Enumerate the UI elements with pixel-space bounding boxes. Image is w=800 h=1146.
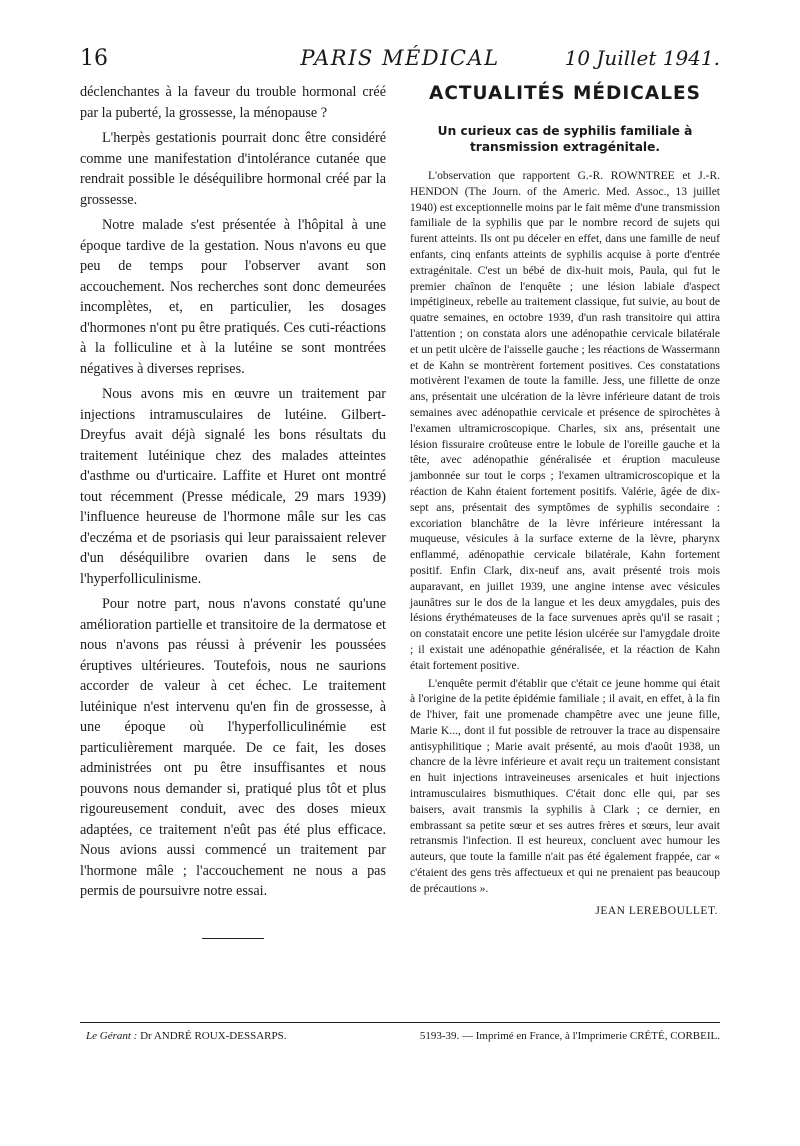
footer-rule	[80, 1022, 720, 1023]
article-title: Un curieux cas de syphilis familiale à transmission extragénitale.	[437, 124, 693, 154]
right-column	[410, 82, 720, 1032]
left-paragraph-4: Nous avons mis en œuvre un traitement par injections intramusculaires de lutéine. Gilbert-Dreyfus avait déjà signalé les bons résultats du traitement lutéinique chez des malades atteintes d'asthme ou d'urticaire. Laffite et Huret ont montré tout récemment (Presse médicale, 29 mars 1939) l'influence heureuse de l'hormone mâle sur les cas d'eczéma et de psoriasis qui leur paraissaient relever d'un déséquilibre ovarien dans le sens de l'hyperfolliculinisme.	[80, 386, 386, 587]
footer-gerant	[86, 1030, 286, 1042]
footer-printer: 5193-39. — Imprimé en France, à l'Imprimerie CRÉTÉ, CORBEIL.	[419, 1030, 720, 1042]
gerant-label: Le Gérant :	[86, 1030, 138, 1042]
issue-date: 10 Juillet 1941.	[564, 46, 720, 70]
left-paragraph-2: L'herpès gestationis pourrait donc être considéré comme une manifestation d'intolérance cutanée que rendrait possible le déséquilibre hormonal créé par la grossesse.	[80, 130, 386, 208]
journal-title: PARIS MÉDICAL	[300, 46, 500, 70]
article-paragraph-2: L'enquête permit d'établir que c'était ce jeune homme qui était à l'origine de la petite épidémie familiale ; il avait, en effet, à la fin de l'hiver, fait une promenade champêtre avec une jeune fille, Marie K..., dont il fut possible de retrouver la trace au dispensaire antisyphilitique ; Marie avait présenté, au mois d'août 1938, un chancre de la lèvre inférieure et avait reçu un traitement consistant en huit injections intraveineuses arsenicales et huit injections intramusculaires bismuthiques. C'était donc elle qui, par ses baisers, avait transmis la syphilis à Clark ; ce dernier, en embrassant sa petite sœur et ses autres frères et sœurs, leur avait retransmis l'infection. Il est heureux, concluent avec humour les auteurs, que toute la famille n'ait pas été également frappée, car « c'étaient des gens très affectueux et qui ne prenaient pas beaucoup de précautions ».	[410, 677, 720, 895]
page-number: 16	[80, 46, 108, 71]
gerant-name: Dr ANDRÉ ROUX-DESSARPS.	[140, 1030, 287, 1042]
left-paragraph-5: Pour notre part, nous n'avons constaté qu'une amélioration partielle et transitoire de la dermatose et nous n'avons pas réussi à prévenir les poussées éruptives ultérieures. Toutefois, nous ne saurions accorder de valeur à cet échec. Le traitement lutéinique n'est intervenu qu'en fin de grossesse, à une époque où l'hyperfolliculinémie est particulièrement marquée. De ce fait, les doses administrées ont pu être insuffisantes et nous pouvons nous demander si, pratiqué plus tôt et plus rigoureusement conduit, avec des doses mieux adaptées, ce traitement n'eût pas été plus efficace. Nous avions aussi commencé un traitement par l'hormone mâle ; l'accouchement ne nous a pas permis de poursuivre notre essai.	[80, 596, 386, 899]
left-paragraph-1: déclenchantes à la faveur du trouble hormonal créé par la puberté, la grossesse, la ménopause ?	[80, 84, 386, 121]
running-header	[80, 46, 720, 86]
section-heading: ACTUALITÉS MÉDICALES	[429, 83, 701, 104]
article-paragraph-1: L'observation que rapportent G.-R. ROWNTREE et J.-R. HENDON (The Journ. of the Americ. Med. Assoc., 13 juillet 1940) est exceptionnelle moins par le fait même d'une transmission familiale de la syphilis que par le nombre record de sujets qui furent atteints. Ils ont pu déceler en effet, dans une famille de neuf enfants, cinq enfants atteints de syphilis acquise à porte d'entrée extragénitale. C'est un bébé de dix-huit mois, Paula, qui fut le premier chaînon de l'enquête ; une lésion labiale d'aspect impétigineux, rebelle au traitement classique, fut suivie, au bout de quatre semaines, en octobre 1939, d'un rash transitoire qui attira l'attention ; on constata alors une adénopathie cervicale bilatérale et un petit ulcère de l'aisselle gauche ; les réactions de Wassermann et de Kahn se montrèrent fortement positives. Ces constatations motivèrent l'examen de toute la famille. Jess, une fillette de onze ans, présentait une ulcération de la lèvre inférieure datant de trois semaines avec adénopathie cervicale et présence de spirochètes à l'examen ultramicroscopique. Charles, six ans, présentait une lésion fissuraire croûteuse entre le lobule de l'oreille gauche et la tête, avec adénopathie généralisée et éruption maculeuse jambonnée sur tout le corps ; l'examen ultramicroscopique et la réaction de Kahn étaient fortement positifs. Valérie, âgée de dix-sept ans, présentait des symptômes de syphilis secondaire : excoriation blanchâtre de la lèvre inférieure intéressant la muqueuse, vésicules à la surface externe de la lèvre, pharynx enflammé, adénopathie cervicale bilatérale, Kahn fortement positif. Enfin Clark, dix-neuf ans, avait présenté trois mois auparavant, en juillet 1939, une angine intense avec vésicules jaunâtres sur le dos de la langue et les deux amygdales, puis des lésions érythémateuses de la face survenues après qu'il se rasait ; on constatait encore une petite lésion ulcérée sur l'amygdale droite ; il existait une adénopathie généralisée, et la réaction de Kahn était fortement positive.	[410, 170, 720, 672]
left-paragraph-3: Notre malade s'est présentée à l'hôpital à une époque tardive de la gestation. Nous n'avons eu que peu de temps pour l'observer avant son accouchement. Nos recherches sont donc demeurées incomplètes, et, en particulier, les dosages d'hormones n'ont pu être pratiqués. Ces cuti-réactions à la folliculine et à la lutéine se sont montrées négatives à diverses reprises.	[80, 217, 386, 377]
author-signature: JEAN LEREBOULLET.	[595, 904, 718, 917]
left-column	[80, 82, 386, 899]
column-end-rule	[202, 938, 264, 939]
